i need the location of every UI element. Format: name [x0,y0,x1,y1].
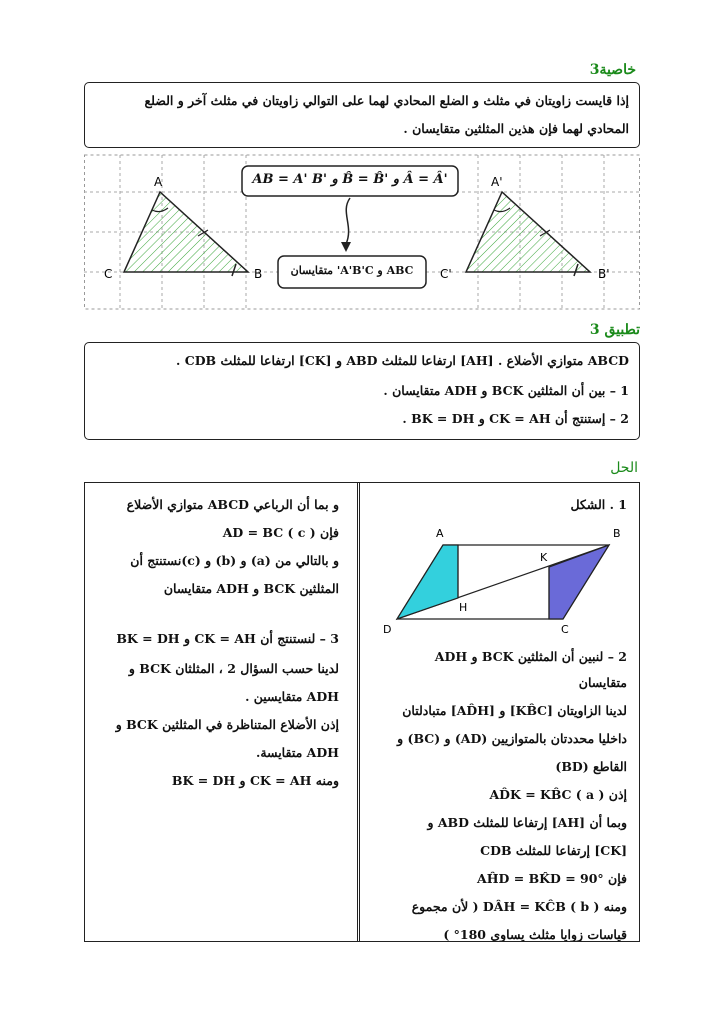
solution-figure [373,523,635,643]
hypothesis-text: AB = A' B' و B̂ = B̂' و Â = Â' [252,172,448,187]
label-b: B [254,267,263,281]
label-b-prime: B' [598,267,610,281]
exercise-line-1: ABCD متوازي الأضلاع . [AH] ارتفاعا للمثلث ABD و [CK] ارتفاعا للمثلث CDB . [176,353,629,368]
solution-title: الحل [610,460,638,476]
exercise-line-2: 1 – بين أن المثلثين BCK و ADH متقايسان . [383,383,629,398]
fig-label-b: B [613,527,621,540]
exercise-line-3: 2 – إستنتج أن CK = AH و BK = DH . [402,411,629,426]
fig-label-a: A [436,527,444,540]
fig-label-h: H [459,601,468,614]
solution-r-l2: 2 – لنبين أن المثلثين BCK و ADH [434,649,627,664]
solution-l-l1: و بما أن الرباعي ABCD متوازي الأضلاع [126,497,339,512]
solution-r-l9: [CK] إرتفاعا للمثلث CDB [480,843,627,858]
exercise-box [84,342,640,440]
fig-label-k: K [540,551,548,564]
exercise-title: تطبيق 3 [589,322,640,338]
property-box [84,82,640,148]
solution-l-l9: ADH متقايسة. [256,745,339,760]
fig-label-c: C [561,623,569,636]
solution-r-l8: وبما أن [AH] إرتفاعا للمثلث ABD و [427,815,627,830]
fig-label-d: D [383,623,392,636]
solution-r-l1: 1 . الشكل [570,497,627,512]
solution-r-l10: فإن AĤD = BK̂D = 90° [477,871,627,886]
solution-l-l10: ومنه CK = AH و BK = DH [171,773,339,788]
solution-r-l3: متقايسان [578,675,627,690]
solution-r-l6: القاطع (BD) [555,759,627,774]
conclusion-text: ABC و A'B'C' متقايسان [290,264,414,277]
solution-l-l7: ADH متقايسين . [245,689,339,704]
solution-r-l4: لدينا الزاويتان [KB̂C] و [AD̂H] متبادلتان [402,703,627,718]
solution-l-l3: و بالتالي من (a) و (b) و (c)نستنتج أن [130,553,339,568]
solution-l-l2: فإن AD = BC ( c ) [222,525,339,540]
solution-r-l5: داخليا محددتان بالمتوازيين (AD) و (BC) و [397,731,627,746]
solution-l-l5: 3 – لنستنتج أن CK = AH و BK = DH [116,631,339,646]
solution-r-l7: إذن AD̂K = KB̂C ( a ) [489,787,627,802]
solution-r-l11: ومنه DÂH = KĈB ( b ) ( لأن مجموع [411,899,627,914]
solution-frame [84,482,640,942]
solution-divider [357,483,360,941]
label-c-prime: C' [440,267,452,281]
label-a: A [154,175,163,189]
label-a-prime: A' [491,175,503,189]
solution-l-l6: لدينا حسب السؤال 2 ، المثلثان BCK و [128,661,339,676]
solution-l-l8: إذن الأضلاع المتناظرة في المثلثين BCK و [115,717,339,732]
property-line-1: إذا قايست زاويتان في مثلث و الضلع المحادي لهما على التوالي زاويتان في مثلث آخر و الضلع [144,93,629,108]
property-line-2: المحادي لهما فإن هذين المثلثين متقايسان . [403,121,629,136]
label-c: C [104,267,113,281]
property-title: خاصية3 [589,62,636,78]
solution-l-l4: المثلثين BCK و ADH متقايسان [163,581,339,596]
solution-r-l12: قياسات زوايا مثلث يساوي 180° ) [443,927,627,942]
